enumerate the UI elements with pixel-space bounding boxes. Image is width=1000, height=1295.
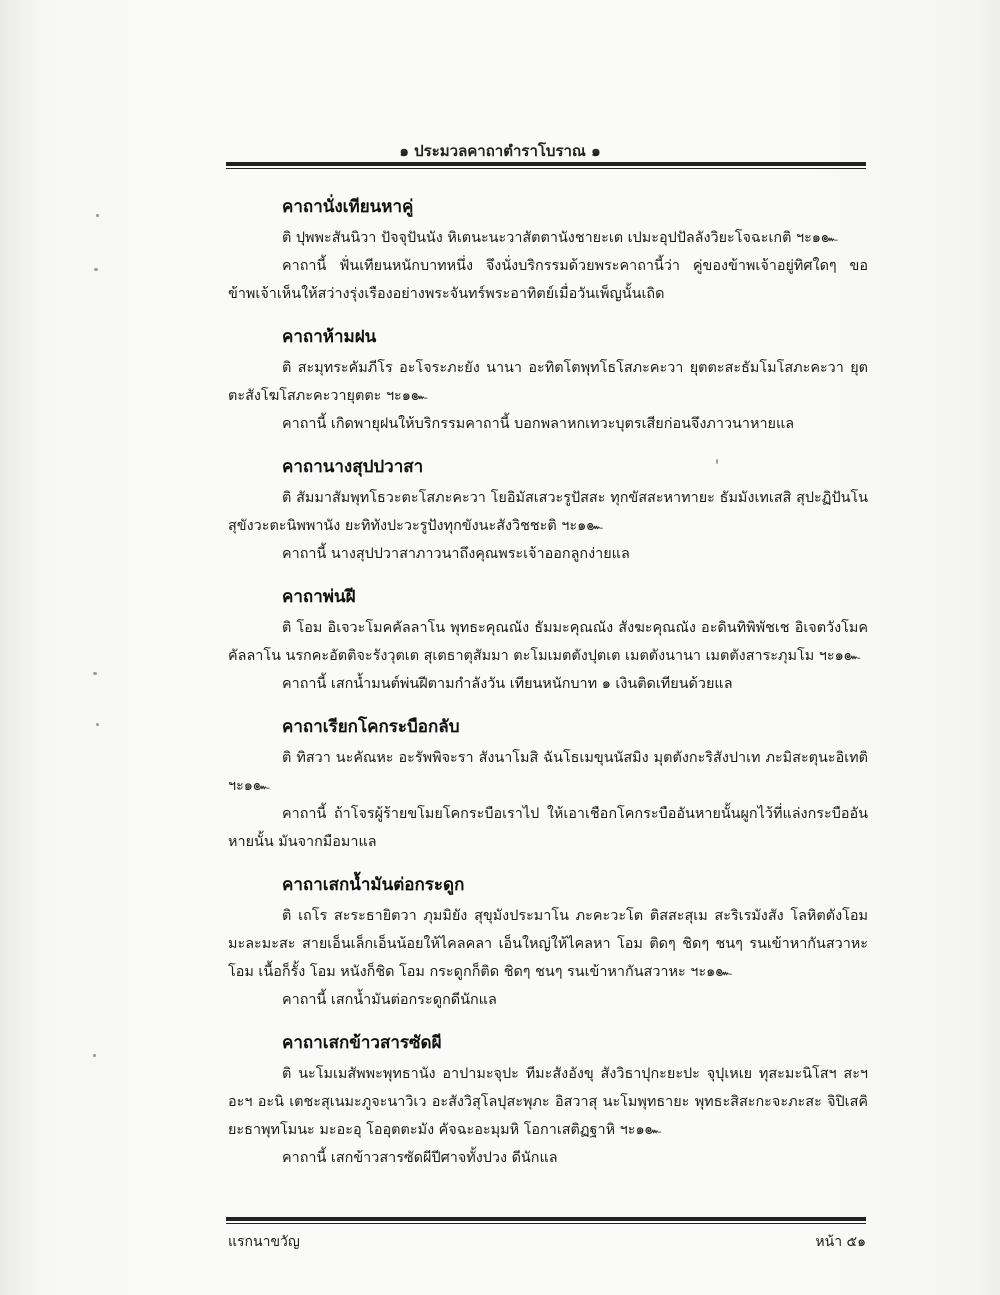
section: [228, 322, 868, 438]
scan-speck: [96, 214, 99, 217]
header-rule-thick: [226, 162, 866, 166]
explanation-paragraph: คาถานี้ เกิดพายุฝนให้บริกรรมคาถานี้ บอกพลาหกเทวะบุตรเสียก่อนจึงภาวนาหายแล: [282, 416, 795, 432]
section: [228, 192, 868, 308]
scan-speck: [93, 672, 97, 675]
running-header: ๑ ประมวลคาถาตำราโบราณ ๑: [399, 142, 601, 160]
explanation-paragraph: คาถานี้ ฟั่นเทียนหนักบาทหนึ่ง จึงนั่งบริกรรมด้วยพระคาถานี้ว่า คู่ของข้าพเจ้าอยู่ทิศใดๆ ขอข้าพเจ้าเห็นให้สว่างรุ่งเรืองอย่างพระจันทร์พระอาทิตย์เมื่อวันเพ็ญนั้นเถิด: [228, 258, 868, 302]
incantation-paragraph: ติ ทิสวา นะคัณหะ อะรัพพิจะรา สังนาโมสิ ฉันโธเมขุนนัสมิง มุตตังกะริสังปาเท ภะมิสะตุนะอิเทติ ฯะ๑๛: [228, 750, 868, 794]
section-title: คาถาเสกน้ำมันต่อกระดูก: [282, 875, 465, 895]
main-content: [228, 192, 868, 1186]
footer-book-title: แรกนาขวัญ: [228, 1234, 300, 1250]
explanation-paragraph: คาถานี้ เสกน้ำมนต์พ่นฝีตามกำลังวัน เทียนหนักบาท ๑ เงินติดเทียนด้วยแล: [282, 676, 733, 692]
footer-rule-thick: [226, 1217, 866, 1221]
section: [228, 1028, 868, 1172]
incantation-paragraph: ติ เถโร สะระธายิตวา ภุมมิยัง สุขุมังประมาโน ภะคะวะโต ติสสะสุเม สะริเรมังสัง โลหิตตังโอม มะละมะสะ สายเอ็นเล็กเอ็นน้อยให้ไคลคลา เอ็นใหญ่ให้ไคลหา โอม ติดๆ ชิดๆ ชนๆ รนเข้าหากันสวาหะ โอม เนื้อก็รั้ง โอม หนังก็ชิด โอม กระดูกก็ติด ชิดๆ ชนๆ รนเข้าหากันสวาหะ ฯะ๑๛: [228, 908, 868, 980]
explanation-paragraph: คาถานี้ ถ้าโจรผู้ร้ายขโมยโคกระบือเราไป ให้เอาเชือกโคกระบืออันหายนั้นผูกไว้ที่แล่งกระบืออันหายนั้น มันจากมือมาแล: [228, 806, 868, 850]
section: [228, 582, 868, 698]
section-title: คาถานางสุปปวาสา: [282, 457, 424, 477]
header-rule-thin: [226, 168, 866, 169]
explanation-paragraph: คาถานี้ เสกน้ำมันต่อกระดูกดีนักแล: [282, 992, 497, 1008]
section: [228, 870, 868, 1014]
section-title: คาถาพ่นฝี: [282, 587, 356, 607]
section: [228, 452, 868, 568]
page-number: หน้า ๕๑: [815, 1234, 866, 1250]
section-title: คาถานั่งเทียนหาคู่: [282, 197, 414, 217]
incantation-paragraph: ติ ปุพพะสันนิวา ปัจจุปันนัง หิเตนะนะวาสัตตานังชายะเต เปมะอุปปัลลังวิยะโจฉะเกติ ฯะ๑๛: [282, 230, 838, 246]
explanation-paragraph: คาถานี้ เสกข้าวสารซัดผีปีศาจทั้งปวง ดีนักแล: [282, 1150, 558, 1166]
section-title: คาถาห้ามฝน: [282, 327, 377, 347]
scan-speck: [96, 723, 99, 726]
scan-speck: [94, 268, 98, 271]
scan-speck: [93, 1054, 96, 1057]
incantation-paragraph: ติ สะมุทระคัมภีโร อะโจระภะยัง นานา อะทิตโตพุทโธโสภะคะวา ยุตตะสะธัมโมโสภะคะวา ยุตตะสังโฆโสภะคะวายุตตะ ฯะ๑๛: [228, 360, 868, 404]
section: [228, 712, 868, 856]
incantation-paragraph: ติ โอม อิเจวะโมคคัลลาโน พุทธะคุณณัง ธัมมะคุณณัง สังฆะคุณณัง อะดินทิพิพัชเช อิเจตวังโมคคัลลาโน นรกคะอัตติจะรังวุตเต สุเตธาตุสัมมา ตะโมเมตตังปุตเต เมตตังนานา เมตตังสาระภุมโม ฯะ๑๛: [228, 620, 868, 664]
incantation-paragraph: ติ สัมมาสัมพุทโธวะตะโสภะคะวา โยอิมัสเสวะรูปัสสะ ทุกขัสสะหาทายะ ธัมมังเทเสสิ สุปะฏิปันโน สุขังวะตะนิพพานัง ยะทิทังปะวะรูปังทุกขังนะสังวิชชะติ ฯะ๑๛: [228, 490, 868, 534]
footer-rule-thin: [226, 1223, 866, 1224]
section-title: คาถาเรียกโคกระบือกลับ: [282, 717, 460, 737]
explanation-paragraph: คาถานี้ นางสุปปวาสาภาวนาถึงคุณพระเจ้าออกลูกง่ายแล: [282, 546, 630, 562]
incantation-paragraph: ติ นะโมเมสัพพะพุทธานัง อาปามะจุปะ ทีมะสังอังขุ สังวิธาปุกะยะปะ จุปุเหเย ทุสะมะนิโสฯ สะฯ อะฯ อะนิ เตชะสุเนมะภูจะนาวิเว อะสังวิสุโลปุสะพุภะ อิสวาสุ นะโมพุทธายะ พุทธะสิสะกะจะภะสะ จิปิเสคิ ยะธาพุทโมนะ มะอะอุ โออุตตะมัง คัจฉะอะมุมหิ โอกาเสติฏฐาหิ ฯะ๑๛: [228, 1066, 868, 1138]
section-title: คาถาเสกข้าวสารซัดผี: [282, 1033, 442, 1053]
